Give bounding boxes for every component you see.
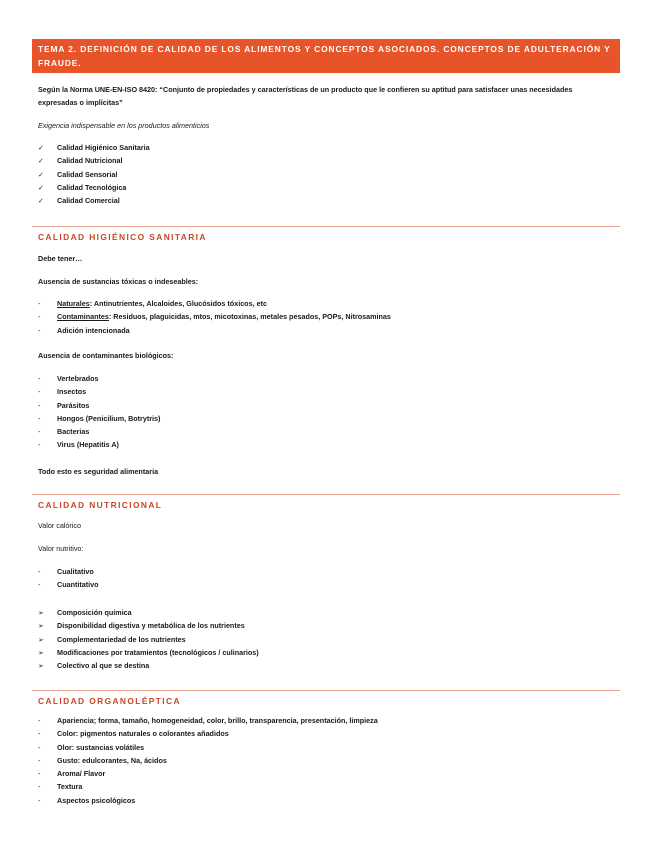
list-item: - Naturales: Antinutrientes, Alcaloides, Glucósidos tóxicos, etc — [38, 299, 267, 308]
norma-definition: Según la Norma UNE-EN-ISO 8420: “Conjunto de propiedades y características de un producto que le confieren su aptitud para satisfacer unas necesidades expresadas o implícitas” — [38, 85, 573, 107]
section-divider — [32, 690, 620, 691]
arrow-bullet-icon: ➢ — [38, 608, 45, 617]
section-heading-higienico: CALIDAD HIGIÉNICO SANITARIA — [38, 232, 207, 242]
list-item: - Contaminantes: Residuos, plaguicidas, mtos, micotoxinas, metales pesados, POPs, Nitrosaminas — [38, 312, 391, 322]
list-item: - Hongos (Penicilium, Botrytris) — [38, 413, 161, 423]
list-item: - Aroma/ Flavor — [38, 769, 106, 779]
list-item: - Virus (Hepatitis A) — [38, 440, 119, 450]
section-divider — [32, 494, 620, 495]
section-divider — [32, 226, 620, 227]
list-item: - Insectos — [38, 387, 87, 397]
check-item: ✓ Calidad Tecnológica — [38, 181, 150, 194]
list-item: - Color: pigmentos naturales o colorantes añadidos — [38, 729, 229, 739]
list-item: ➢ Disponibilidad digestiva y metabólica de los nutrientes — [38, 619, 259, 632]
check-item: ✓ Calidad Higiénico Sanitaria — [38, 141, 150, 154]
checkmark-icon: ✓ — [38, 156, 45, 166]
list-item: - Bacterias — [38, 427, 90, 437]
list-item: - Cualitativo — [38, 567, 94, 576]
arrow-bullet-icon: ➢ — [38, 621, 45, 631]
checkmark-icon: ✓ — [38, 196, 45, 206]
list-item: - Adición intencionada — [38, 325, 130, 335]
arrow-bullet-icon: ➢ — [38, 647, 45, 657]
list-item: - Gusto: edulcorantes, Na, ácidos — [38, 755, 167, 765]
list-item: ➢ Colectivo al que se destina — [38, 659, 259, 672]
valor-nutritivo: Valor nutritivo: — [38, 544, 84, 553]
list-item: ➢ Complementariedad de los nutrientes — [38, 633, 259, 646]
list-item: - Aspectos psicológicos — [38, 795, 136, 805]
check-item: ✓ Calidad Comercial — [38, 194, 150, 207]
list-item: - Vertebrados — [38, 374, 99, 383]
debe-tener: Debe tener… — [38, 254, 83, 263]
check-item: ✓ Calidad Sensorial — [38, 168, 150, 181]
arrow-bullet-icon: ➢ — [38, 661, 45, 671]
list-item: - Textura — [38, 782, 83, 792]
ausencia-toxicas: Ausencia de sustancias tóxicas o indeseables: — [38, 277, 199, 286]
nutricional-points-list — [38, 606, 259, 672]
seguridad-alimentaria: Todo esto es seguridad alimentaria — [38, 467, 159, 476]
list-item: ➢ Composición química — [38, 606, 259, 619]
exigencia-text: Exigencia indispensable en los productos alimenticios — [38, 121, 210, 130]
list-item: - Cuantitativo — [38, 580, 99, 590]
title-banner: TEMA 2. DEFINICIÓN DE CALIDAD DE LOS ALIMENTOS Y CONCEPTOS ASOCIADOS. CONCEPTOS DE ADULTERACIÓN Y FRAUDE. — [32, 39, 620, 73]
toxicas-list — [38, 297, 391, 337]
list-item: - Parásitos — [38, 400, 90, 410]
section-heading-nutricional: CALIDAD NUTRICIONAL — [38, 500, 163, 510]
check-item: ✓ Calidad Nutricional — [38, 154, 150, 167]
arrow-bullet-icon: ➢ — [38, 634, 45, 644]
valor-calorico: Valor calórico — [38, 521, 82, 530]
organoleptica-list — [38, 714, 378, 807]
section-heading-organoleptica: CALIDAD ORGANOLÉPTICA — [38, 696, 181, 706]
checkmark-icon: ✓ — [38, 143, 45, 152]
biologicos-list — [38, 372, 160, 452]
checkmark-icon: ✓ — [38, 182, 45, 192]
list-item: ➢ Modificaciones por tratamientos (tecnológicos / culinarios) — [38, 646, 259, 659]
list-item: - Apariencia; forma, tamaño, homogeneidad, color, brillo, transparencia, presentación, limpieza — [38, 716, 378, 725]
checkmark-icon: ✓ — [38, 169, 45, 179]
list-item: - Olor: sustancias volátiles — [38, 742, 145, 752]
tipos-list — [38, 565, 99, 592]
quality-checklist — [38, 141, 150, 207]
ausencia-biologicos: Ausencia de contaminantes biológicos: — [38, 351, 174, 360]
